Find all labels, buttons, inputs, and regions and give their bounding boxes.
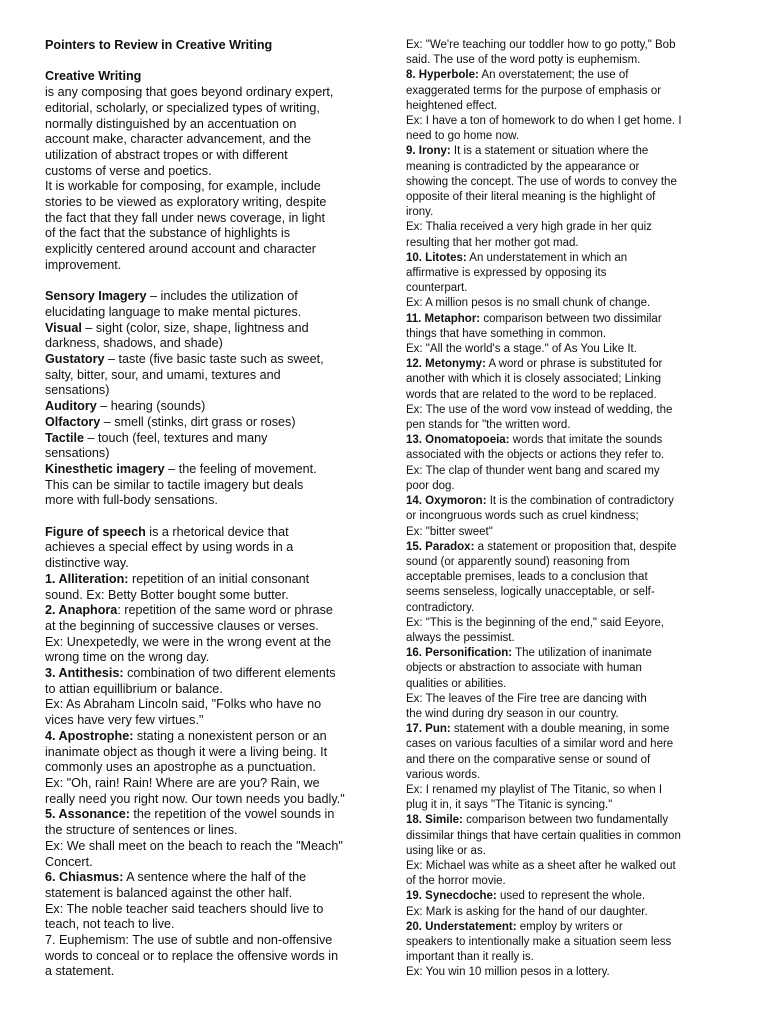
text-line	[406, 327, 724, 342]
text-run: 7. Euphemism: The use of subtle and non-offensive	[45, 933, 333, 948]
text-line	[45, 352, 375, 368]
text-run: is any composing that goes beyond ordinary expert,	[45, 85, 334, 100]
bold-term: Figure of speech	[45, 524, 146, 539]
text-line	[45, 635, 375, 651]
blank-line	[45, 54, 375, 70]
text-line	[406, 418, 724, 433]
text-line	[406, 661, 724, 676]
text-run: the fact that they fall under news coverage, in light	[45, 210, 326, 225]
text-run: customs of verse and poetics.	[45, 163, 212, 178]
text-run: dissimilar things that have certain qualities in common	[406, 829, 681, 842]
text-line	[406, 950, 724, 965]
text-run: plug it in, it says "The Titanic is syncing."	[406, 799, 613, 812]
text-line	[406, 160, 724, 175]
text-run: commonly uses an apostrophe as a punctuation.	[45, 760, 316, 775]
text-run: Ex: Thalia received a very high grade in her quiz	[406, 221, 652, 234]
text-run: things that have something in common.	[406, 327, 607, 340]
bold-term: Kinesthetic imagery	[45, 461, 165, 476]
text-line	[45, 321, 375, 337]
text-line	[45, 368, 375, 384]
text-line	[406, 296, 724, 311]
text-line	[45, 415, 375, 431]
text-run: Ex: The noble teacher said teachers should live to	[45, 901, 324, 916]
text-run: Ex: I renamed my playlist of The Titanic, so when I	[406, 783, 663, 796]
text-line	[45, 493, 375, 509]
text-run: various words.	[406, 768, 481, 781]
text-run: Ex: "This is the beginning of the end," said Eeyore,	[406, 616, 665, 629]
text-run: – taste (five basic taste such as sweet,	[104, 352, 324, 367]
text-run: used to represent the whole.	[496, 890, 646, 903]
text-run: resulting that her mother got mad.	[406, 236, 579, 249]
text-run: The utilization of inanimate	[512, 647, 652, 660]
bold-term: 14. Oxymoron:	[406, 495, 487, 508]
text-run: Ex: A million pesos is no small chunk of change.	[406, 297, 651, 310]
text-line	[45, 572, 375, 588]
text-line	[45, 179, 375, 195]
bold-term: Tactile	[45, 430, 84, 445]
bold-term: 8. Hyperbole:	[406, 69, 479, 82]
text-line	[45, 949, 375, 965]
text-run: – smell (stinks, dirt grass or roses)	[100, 414, 296, 429]
text-run: A word or phrase is substituted for	[485, 358, 663, 371]
text-line	[45, 666, 375, 682]
bold-term: Pointers to Review in Creative Writing	[45, 38, 273, 52]
text-run: sensations)	[45, 446, 110, 461]
bold-term: 20. Understatement:	[406, 920, 517, 933]
text-line	[406, 737, 724, 752]
text-run: acceptable premises, leads to a conclusion that	[406, 571, 648, 584]
text-line	[45, 305, 375, 321]
text-run: contradictory.	[406, 601, 475, 614]
text-line	[406, 433, 724, 448]
text-run: It is workable for composing, for example, include	[45, 179, 321, 194]
text-run: sensations)	[45, 383, 110, 398]
text-run: another with which it is closely associated; Linking	[406, 373, 662, 386]
text-run: poor dog.	[406, 479, 455, 492]
text-line	[406, 190, 724, 205]
text-run: inanimate object as though it were a living being. It	[45, 744, 328, 759]
text-run: showing the concept. The use of words to convey the	[406, 175, 677, 188]
text-run: Ex: Unexpetedly, we were in the wrong event at the	[45, 634, 332, 649]
text-line	[406, 555, 724, 570]
text-run: A sentence where the half of the	[123, 870, 307, 885]
bold-term: 2. Anaphora	[45, 603, 118, 618]
text-line	[406, 509, 724, 524]
text-line	[406, 829, 724, 844]
text-run: Ex: You win 10 million pesos in a lottery.	[406, 966, 610, 979]
text-run: opposite of their literal meaning is the highlight of	[406, 191, 656, 204]
text-run: Ex: The leaves of the Fire tree are dancing with	[406, 692, 647, 705]
text-line	[406, 312, 724, 327]
text-line	[406, 494, 724, 509]
text-run: repetition of an initial consonant	[128, 571, 310, 586]
text-line	[45, 446, 375, 462]
text-line	[406, 935, 724, 950]
bold-term: 5. Assonance:	[45, 807, 130, 822]
text-line	[406, 798, 724, 813]
text-run: or incongruous words such as cruel kindness;	[406, 510, 639, 523]
text-run: always the pessimist.	[406, 631, 515, 644]
text-run: improvement.	[45, 257, 122, 272]
text-run: exaggerated terms for the purpose of emphasis or	[406, 84, 662, 97]
text-run: counterpart.	[406, 282, 468, 295]
text-line	[406, 53, 724, 68]
text-run: of the horror movie.	[406, 875, 506, 888]
text-run: words to conceal or to replace the offensive words in	[45, 948, 339, 963]
text-run: objects or abstraction to associate with human	[406, 662, 642, 675]
text-line	[406, 114, 724, 129]
text-run: a statement.	[45, 964, 115, 979]
text-line	[406, 920, 724, 935]
text-line	[406, 388, 724, 403]
text-line	[45, 556, 375, 572]
text-line	[45, 383, 375, 399]
text-line	[406, 68, 724, 83]
text-run: associated with the objects or actions they refer to.	[406, 449, 665, 462]
text-run: sound. Ex: Betty Botter bought some butter.	[45, 587, 289, 602]
text-run: statement is balanced against the other half.	[45, 885, 293, 900]
text-line	[45, 478, 375, 494]
bold-term: 17. Pun:	[406, 723, 451, 736]
text-run: need to go home now.	[406, 130, 520, 143]
text-line	[406, 540, 724, 555]
text-line	[45, 588, 375, 604]
text-run: Ex: "We're teaching our toddler how to go potty," Bob	[406, 39, 676, 51]
text-line	[406, 965, 724, 980]
text-run: at the beginning of successive clauses or verses.	[45, 618, 319, 633]
bold-term: 4. Apostrophe:	[45, 728, 134, 743]
text-run: – the feeling of movement.	[164, 461, 317, 476]
text-run: salty, bitter, sour, and umami, textures and	[45, 367, 281, 382]
text-line	[45, 148, 375, 164]
text-line	[45, 132, 375, 148]
text-line	[45, 870, 375, 886]
text-run: is a rhetorical device that	[145, 524, 289, 539]
text-run: statement with a double meaning, in some	[450, 723, 670, 736]
text-line	[406, 479, 724, 494]
text-run: stating a nonexistent person or an	[133, 728, 327, 743]
text-line	[45, 164, 375, 180]
text-run: important than it really is.	[406, 951, 534, 964]
blank-line	[45, 509, 375, 525]
text-run: This can be similar to tactile imagery but deals	[45, 477, 304, 492]
text-run: Ex: I have a ton of homework to do when I get home. I	[406, 115, 682, 128]
left-column	[45, 38, 375, 980]
text-line	[45, 713, 375, 729]
text-line	[406, 84, 724, 99]
text-line	[45, 525, 375, 541]
text-run: to attian equillibrium or balance.	[45, 681, 223, 696]
text-line	[45, 540, 375, 556]
text-line	[45, 917, 375, 933]
text-line	[45, 85, 375, 101]
bold-term: Creative Writing	[45, 69, 142, 84]
text-line	[45, 289, 375, 305]
text-run: An overstatement; the use of	[478, 69, 629, 82]
text-line	[45, 117, 375, 133]
text-run: using like or as.	[406, 844, 486, 857]
text-run: – includes the utilization of	[146, 289, 298, 304]
text-line	[45, 933, 375, 949]
text-run: Ex: "Oh, rain! Rain! Where are are you? Rain, we	[45, 776, 320, 790]
text-line	[45, 101, 375, 117]
text-line	[406, 753, 724, 768]
right-column	[406, 38, 724, 981]
text-line	[406, 266, 724, 281]
text-line	[406, 616, 724, 631]
text-run: : repetition of the same word or phrase	[117, 603, 333, 618]
text-run: heightened effect.	[406, 99, 498, 112]
bold-term: 16. Personification:	[406, 647, 513, 660]
text-run: explicitly centered around account and character	[45, 242, 316, 257]
text-line	[406, 601, 724, 616]
text-line	[406, 38, 724, 53]
text-run: a statement or proposition that, despite	[474, 540, 677, 553]
text-run: of the fact that the substance of highlights is	[45, 226, 291, 241]
text-run: and there on the comparative sense or sound of	[406, 753, 651, 766]
text-run: distinctive way.	[45, 556, 129, 571]
text-line	[406, 889, 724, 904]
bold-term: 1. Alliteration:	[45, 571, 129, 586]
bold-term: 13. Onomatopoeia:	[406, 434, 510, 447]
text-line	[406, 205, 724, 220]
text-run: Ex: The clap of thunder went bang and scared my	[406, 464, 660, 477]
text-line	[406, 525, 724, 540]
text-line	[406, 707, 724, 722]
text-run: qualities or abilities.	[406, 677, 507, 690]
text-run: combination of two different elements	[123, 666, 336, 681]
text-run: Ex: Michael was white as a sheet after he walked out	[406, 859, 676, 872]
text-run: more with full-body sensations.	[45, 493, 218, 508]
text-line	[45, 792, 375, 808]
text-line	[45, 682, 375, 698]
text-line	[45, 258, 375, 274]
text-run: elucidating language to make mental pictures.	[45, 304, 302, 319]
text-run: Ex: The use of the word vow instead of wedding, the	[406, 403, 673, 416]
text-run: sound (or apparently sound) reasoning from	[406, 555, 630, 568]
bold-term: 3. Antithesis:	[45, 666, 124, 681]
text-run: Ex: "All the world's a stage." of As You Like It.	[406, 343, 637, 356]
text-run: comparison between two fundamentally	[462, 814, 669, 827]
text-line	[406, 813, 724, 828]
bold-term: Sensory Imagery	[45, 289, 147, 304]
text-line	[406, 464, 724, 479]
text-line	[406, 646, 724, 661]
text-run: An understatement in which an	[466, 251, 628, 264]
bold-term: Olfactory	[45, 414, 101, 429]
text-line	[45, 619, 375, 635]
text-line	[406, 570, 724, 585]
text-line	[45, 38, 375, 54]
text-run: comparison between two dissimilar	[480, 312, 662, 325]
text-run: It is the combination of contradictory	[486, 495, 674, 508]
text-line	[45, 886, 375, 902]
bold-term: 10. Litotes:	[406, 251, 467, 264]
bold-term: Visual	[45, 320, 82, 335]
text-line	[406, 677, 724, 692]
text-line	[406, 144, 724, 159]
text-line	[45, 760, 375, 776]
text-line	[45, 807, 375, 823]
text-run: Ex: "bitter sweet"	[406, 525, 493, 538]
text-run: really need you right now. Our town needs you badly."	[45, 791, 345, 806]
text-run: normally distinguished by an accentuation on	[45, 116, 297, 131]
text-line	[406, 448, 724, 463]
text-line	[406, 768, 724, 783]
blank-line	[45, 274, 375, 290]
text-line	[45, 839, 375, 855]
text-run: account make, character advancement, and the	[45, 132, 312, 147]
text-run: – sight (color, size, shape, lightness and	[81, 320, 309, 335]
text-line	[406, 585, 724, 600]
text-run: darkness, shadows, and shade)	[45, 336, 223, 351]
text-run: Concert.	[45, 854, 93, 869]
text-line	[406, 403, 724, 418]
text-line	[45, 336, 375, 352]
text-run: the wind during dry season in our country.	[406, 707, 619, 720]
bold-term: 6. Chiasmus:	[45, 870, 124, 885]
text-line	[406, 357, 724, 372]
text-line	[45, 697, 375, 713]
text-run: Ex: We shall meet on the beach to reach the "Meach"	[45, 838, 343, 853]
text-line	[406, 692, 724, 707]
bold-term: 15. Paradox:	[406, 540, 475, 553]
text-line	[45, 195, 375, 211]
text-run: Ex: As Abraham Lincoln said, "Folks who have no	[45, 697, 322, 712]
text-line	[406, 372, 724, 387]
text-line	[45, 431, 375, 447]
text-line	[406, 905, 724, 920]
text-line	[45, 650, 375, 666]
bold-term: 9. Irony:	[406, 145, 451, 158]
text-line	[45, 902, 375, 918]
text-line	[45, 242, 375, 258]
bold-term: 12. Metonymy:	[406, 358, 486, 371]
bold-term: Gustatory	[45, 352, 105, 367]
text-run: words that are related to the word to be replaced.	[406, 388, 657, 401]
text-run: the structure of sentences or lines.	[45, 823, 238, 838]
text-line	[406, 874, 724, 889]
text-run: Ex: Mark is asking for the hand of our daughter.	[406, 905, 648, 918]
text-run: cases on various faculties of a similar word and here	[406, 738, 674, 751]
text-line	[406, 722, 724, 737]
text-run: words that imitate the sounds	[509, 434, 663, 447]
text-run: the repetition of the vowel sounds in	[129, 807, 335, 822]
text-run: teach, not teach to live.	[45, 917, 175, 932]
text-line	[406, 631, 724, 646]
bold-term: 18. Simile:	[406, 814, 463, 827]
text-line	[406, 859, 724, 874]
text-line	[45, 226, 375, 242]
text-run: said. The use of the word potty is euphemism.	[406, 54, 641, 67]
text-run: vices have very few virtues."	[45, 713, 204, 728]
text-run: speakers to intentionally make a situation seem less	[406, 935, 672, 948]
text-line	[45, 399, 375, 415]
text-run: utilization of abstract tropes or with different	[45, 147, 288, 162]
text-run: irony.	[406, 206, 434, 219]
text-line	[406, 342, 724, 357]
text-run: employ by writers or	[516, 920, 623, 933]
text-line	[45, 69, 375, 85]
text-line	[45, 855, 375, 871]
text-line	[406, 844, 724, 859]
text-line	[45, 823, 375, 839]
text-run: affirmative is expressed by opposing its	[406, 267, 607, 280]
bold-term: 19. Synecdoche:	[406, 890, 497, 903]
text-run: meaning is contradicted by the appearance or	[406, 160, 640, 173]
text-run: editorial, scholarly, or specialized types of writing,	[45, 100, 320, 115]
bold-term: 11. Metaphor:	[406, 312, 481, 325]
text-line	[406, 783, 724, 798]
text-line	[406, 220, 724, 235]
text-line	[406, 129, 724, 144]
text-line	[406, 236, 724, 251]
text-line	[406, 175, 724, 190]
text-line	[45, 745, 375, 761]
text-line	[45, 603, 375, 619]
text-run: wrong time on the wrong day.	[45, 650, 210, 665]
text-run: pen stands for "the written word.	[406, 419, 571, 432]
text-run: It is a statement or situation where the	[450, 145, 649, 158]
text-line	[45, 462, 375, 478]
text-line	[45, 964, 375, 980]
text-run: stories to be viewed as exploratory writing, despite	[45, 195, 327, 210]
text-run: seems senseless, logically unacceptable, or self-	[406, 586, 655, 599]
text-run: – hearing (sounds)	[96, 399, 206, 414]
bold-term: Auditory	[45, 399, 97, 414]
text-line	[45, 776, 375, 792]
text-line	[406, 281, 724, 296]
text-line	[45, 729, 375, 745]
text-line	[45, 211, 375, 227]
text-run: – touch (feel, textures and many	[83, 430, 268, 445]
text-line	[406, 99, 724, 114]
text-line	[406, 251, 724, 266]
text-run: achieves a special effect by using words in a	[45, 540, 294, 555]
